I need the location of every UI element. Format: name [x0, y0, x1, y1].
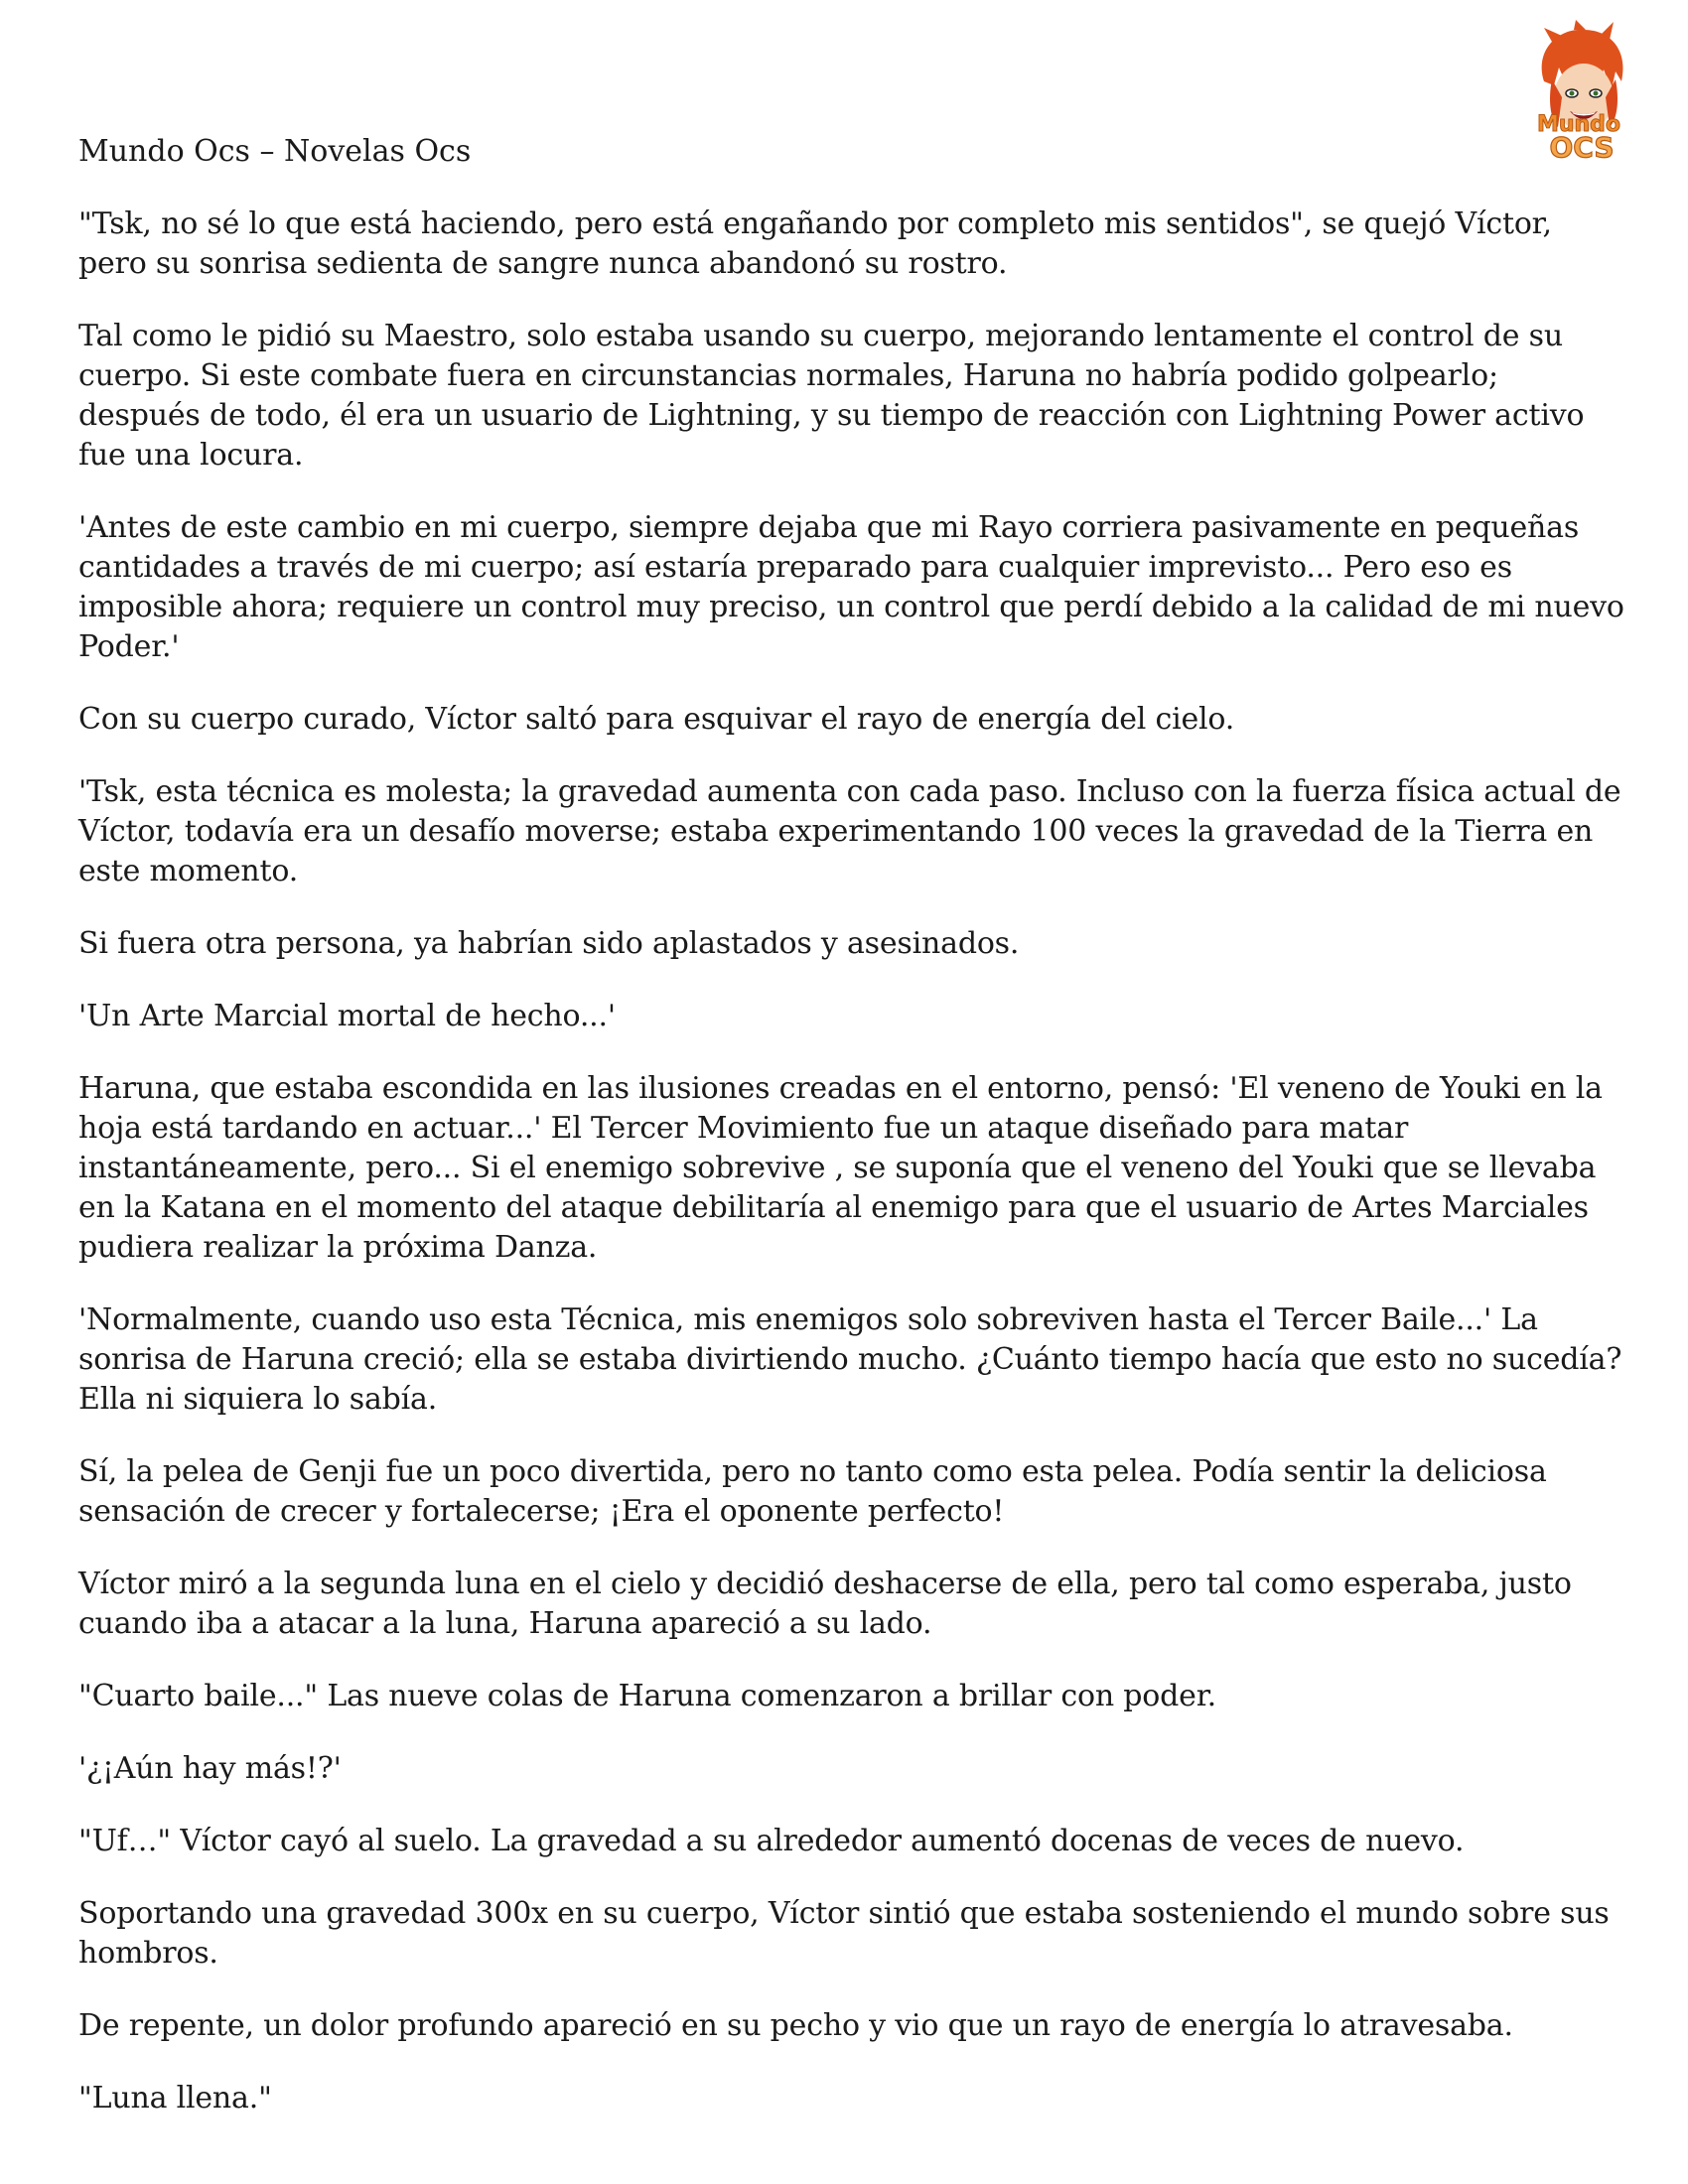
paragraph: 'Antes de este cambio en mi cuerpo, siempre dejaba que mi Rayo corriera pasivamente en pequeñas cantidades a través de mi cuerpo; así estaría preparado para cualquier imprevisto... Pero eso es imposible ahora; requiere un control muy preciso, un control que perdí debido a la calidad de mi nuevo Poder.' [78, 510, 1624, 664]
paragraph: Tal como le pidió su Maestro, solo estaba usando su cuerpo, mejorando lentamente el control de su cuerpo. Si este combate fuera en circunstancias normales, Haruna no habría podido golpearlo; después de todo, él era un usuario de Lightning, y su tiempo de reacción con Lightning Power activo fue una locura. [78, 319, 1585, 473]
paragraph: 'Tsk, esta técnica es molesta; la gravedad aumenta con cada paso. Incluso con la fuerza física actual de Víctor, todavía era un desafío moverse; estaba experimentando 100 veces la gravedad de la Tierra en este momento. [78, 774, 1621, 888]
paragraph: "Cuarto baile..." Las nueve colas de Haruna comenzaron a brillar con poder. [78, 1679, 1216, 1713]
story-body [78, 205, 1627, 2151]
paragraph: Sí, la pelea de Genji fue un poco divertida, pero no tanto como esta pelea. Podía sentir la deliciosa sensación de crecer y fortalecerse; ¡Era el oponente perfecto! [78, 1454, 1547, 1529]
logo-text-mundo: Mundo [1536, 112, 1621, 137]
logo-text-ocs: OCS [1549, 131, 1615, 164]
mundo-ocs-mascot-logo [1504, 20, 1653, 169]
paragraph: Víctor miró a la segunda luna en el cielo y decidió deshacerse de ella, pero tal como esperaba, justo cuando iba a atacar a la luna, Haruna apareció a su lado. [78, 1567, 1572, 1641]
paragraph: '¿¡Aún hay más!?' [78, 1751, 342, 1786]
paragraph: "Luna llena." [78, 2081, 272, 2116]
paragraph: Soportando una gravedad 300x en su cuerpo, Víctor sintió que estaba sosteniendo el mundo sobre sus hombros. [78, 1896, 1610, 1971]
paragraph: 'Un Arte Marcial mortal de hecho...' [78, 999, 616, 1033]
paragraph: Si fuera otra persona, ya habrían sido aplastados y asesinados. [78, 926, 1020, 961]
paragraph: 'Normalmente, cuando uso esta Técnica, mis enemigos solo sobreviven hasta el Tercer Baile...' La sonrisa de Haruna creció; ella se estaba divirtiendo mucho. ¿Cuánto tiempo hacía que esto no sucedía? Ella ni siquiera lo sabía. [78, 1302, 1622, 1417]
paragraph: Con su cuerpo curado, Víctor saltó para esquivar el rayo de energía del cielo. [78, 702, 1235, 737]
paragraph: Haruna, que estaba escondida en las ilusiones creadas en el entorno, pensó: 'El veneno de Youki en la hoja está tardando en actuar...' El Tercer Movimiento fue un ataque diseñado para matar instantáneamente, pero... Si el enemigo sobrevive , se suponía que el veneno del Youki que se llevaba en la Katana en el momento del ataque debilitaría al enemigo para que el usuario de Artes Marciales pudiera realizar la próxima Danza. [78, 1071, 1603, 1265]
paragraph: "Uf…" Víctor cayó al suelo. La gravedad a su alrededor aumentó docenas de veces de nuevo. [78, 1824, 1465, 1858]
page-header: Mundo Ocs – Novelas Ocs [78, 134, 472, 169]
paragraph: De repente, un dolor profundo apareció en su pecho y vio que un rayo de energía lo atravesaba. [78, 2008, 1513, 2043]
paragraph: "Tsk, no sé lo que está haciendo, pero está engañando por completo mis sentidos", se quejó Víctor, pero su sonrisa sedienta de sangre nunca abandonó su rostro. [78, 206, 1552, 281]
